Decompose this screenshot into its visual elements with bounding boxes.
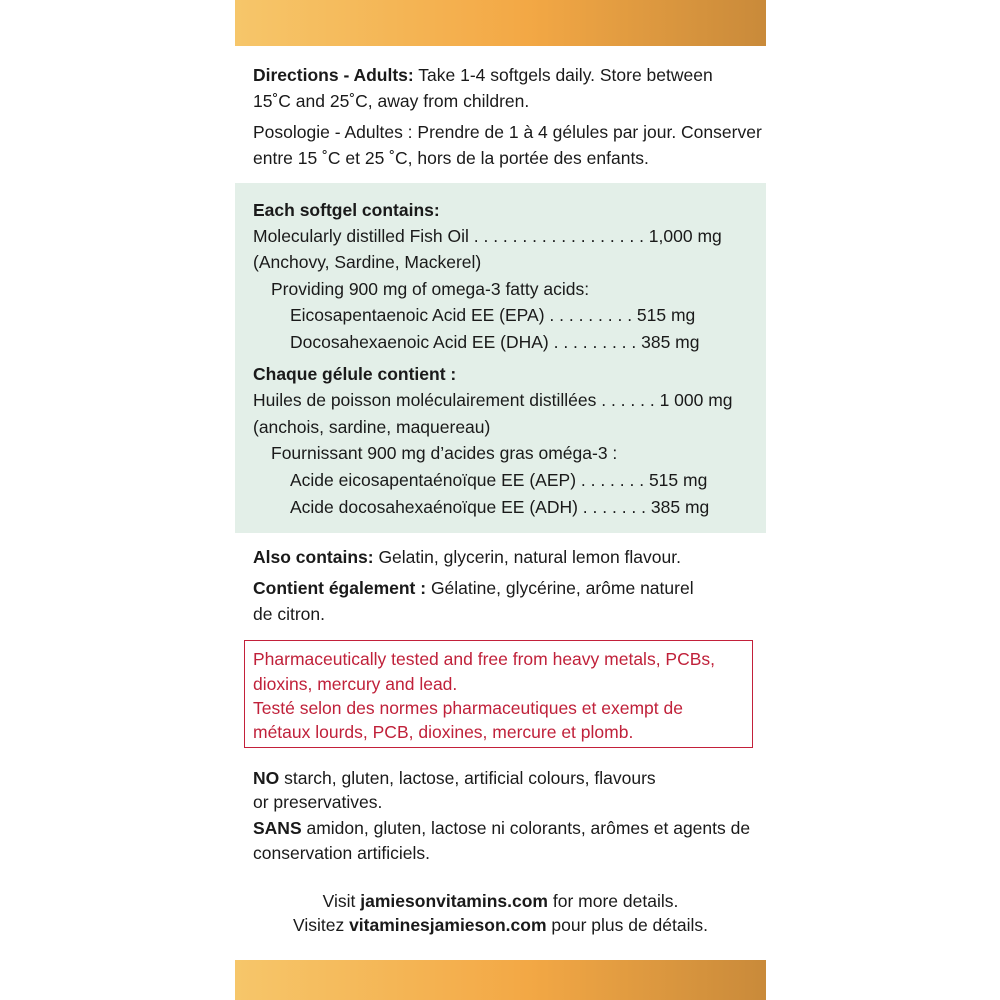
product-label-panel xyxy=(235,0,766,1000)
ingredients-fr-heading: Chaque gélule contient : xyxy=(253,364,457,384)
free-from-en-line1: NO starch, gluten, lactose, artificial colours, flavours xyxy=(253,768,656,788)
also-contains-fr-line2: de citron. xyxy=(253,604,325,624)
dha-row: Docosahexaenoic Acid EE (DHA) . . . . . . . . . 385 mg xyxy=(290,332,700,352)
website-link-en[interactable]: jamiesonvitamins.com xyxy=(360,891,548,911)
huiles-poisson-sources: (anchois, sardine, maquereau) xyxy=(253,417,491,437)
testing-en-line2: dioxins, mercury and lead. xyxy=(253,674,458,694)
bottom-color-band xyxy=(235,960,766,1000)
testing-fr-line2: métaux lourds, PCB, dioxines, mercure et plomb. xyxy=(253,722,634,742)
omega3-fournissant: Fournissant 900 mg d’acides gras oméga-3 : xyxy=(271,443,618,463)
also-contains-en: Also contains: Gelatin, glycerin, natural lemon flavour. xyxy=(253,547,681,567)
free-from-en-line2: or preservatives. xyxy=(253,792,383,812)
omega3-providing: Providing 900 mg of omega-3 fatty acids: xyxy=(271,279,590,299)
directions-fr-line1: Posologie - Adultes : Prendre de 1 à 4 gélules par jour. Conserver xyxy=(253,122,762,142)
free-from-fr-line2: conservation artificiels. xyxy=(253,843,431,863)
testing-en-line1: Pharmaceutically tested and free from heavy metals, PCBs, xyxy=(253,649,716,669)
directions-fr-line2: entre 15 ˚C et 25 ˚C, hors de la portée des enfants. xyxy=(253,148,649,168)
also-contains-fr-line1: Contient également : Gélatine, glycérine, arôme naturel xyxy=(253,578,694,598)
footer-en: Visit jamiesonvitamins.com for more details. xyxy=(322,891,679,911)
directions-en-line2: 15˚C and 25˚C, away from children. xyxy=(253,91,530,111)
adh-row: Acide docosahexaénoïque EE (ADH) . . . . . . . 385 mg xyxy=(290,497,710,517)
website-link-fr[interactable]: vitaminesjamieson.com xyxy=(349,915,547,935)
fish-oil-row: Molecularly distilled Fish Oil . . . . . . . . . . . . . . . . . . 1,000 mg xyxy=(253,226,722,246)
ingredients-en-heading: Each softgel contains: xyxy=(253,200,440,220)
testing-fr-line1: Testé selon des normes pharmaceutiques et exempt de xyxy=(253,698,683,718)
top-color-band xyxy=(235,0,766,46)
huiles-poisson-row: Huiles de poisson moléculairement distillées . . . . . . 1 000 mg xyxy=(253,390,733,410)
fish-oil-sources: (Anchovy, Sardine, Mackerel) xyxy=(253,252,482,272)
epa-row: Eicosapentaenoic Acid EE (EPA) . . . . . . . . . 515 mg xyxy=(290,305,696,325)
directions-en-label: Directions - Adults: xyxy=(253,65,414,85)
free-from-fr-line1: SANS amidon, gluten, lactose ni colorants, arômes et agents de xyxy=(253,818,751,838)
directions-en-line1: Directions - Adults: Take 1-4 softgels daily. Store between xyxy=(253,65,713,85)
footer-fr: Visitez vitaminesjamieson.com pour plus de détails. xyxy=(292,915,709,935)
aep-row: Acide eicosapentaénoïque EE (AEP) . . . . . . . 515 mg xyxy=(290,470,708,490)
